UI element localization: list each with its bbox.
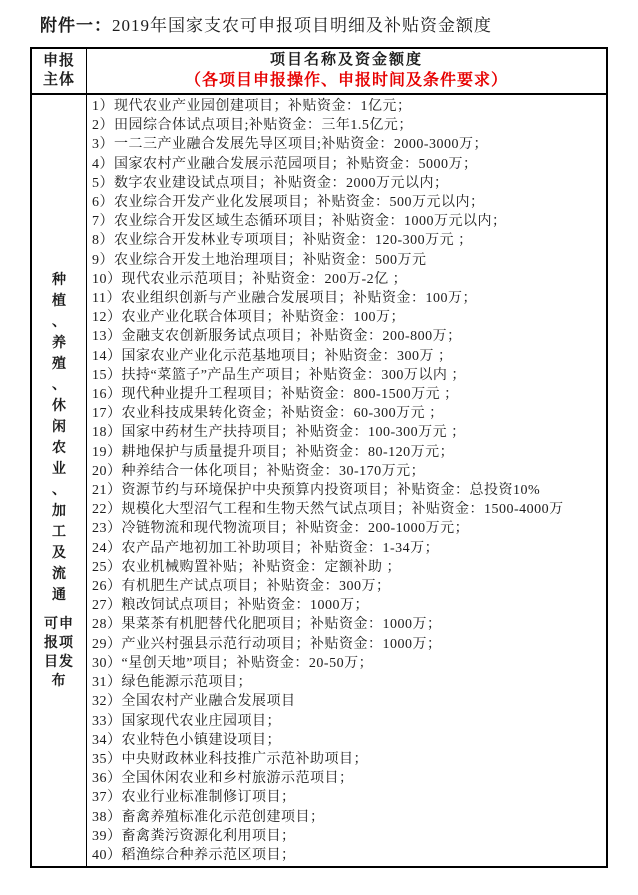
subject-char: 、 bbox=[52, 315, 66, 330]
project-item: 27）粮改饲试点项目；补贴资金：1000万； bbox=[92, 598, 369, 614]
project-item: 34）农业特色小镇建设项目； bbox=[92, 732, 281, 748]
subject-char: 闲 bbox=[52, 420, 66, 435]
document-title bbox=[40, 14, 492, 38]
project-item: 21）资源节约与环境保护中央预算内投资项目；补贴资金：总投资10% bbox=[92, 483, 541, 499]
project-item: 31）绿色能源示范项目； bbox=[92, 675, 252, 691]
project-item: 38）畜禽养殖标准化示范创建项目； bbox=[92, 809, 325, 825]
header-project-title: 项目名称及资金额度 bbox=[269, 52, 423, 68]
project-item: 20）种养结合一体化项目；补贴资金：30-170万元； bbox=[92, 463, 426, 479]
projects-table bbox=[30, 47, 608, 868]
project-list bbox=[87, 95, 606, 866]
project-item: 2）田园综合体试点项目;补贴资金：三年1.5亿元； bbox=[92, 118, 413, 134]
project-item: 28）果菜茶有机肥替代化肥项目；补贴资金：1000万； bbox=[92, 617, 442, 633]
subject-wrapped-line: 目发 bbox=[44, 655, 74, 670]
project-item: 23）冷链物流和现代物流项目；补贴资金：200-1000万元； bbox=[92, 521, 470, 537]
project-item: 35）中央财政林业科技推广示范补助项目； bbox=[92, 751, 368, 767]
subject-char: 养 bbox=[52, 336, 66, 351]
project-item: 22）规模化大型沼气工程和生物天然气试点项目；补贴资金：1500-4000万 bbox=[92, 502, 564, 518]
project-item: 3）一二三产业融合发展先导区项目;补贴资金：2000-3000万； bbox=[92, 137, 489, 153]
header-project-subtitle: （各项目申报操作、申报时间及条件要求） bbox=[184, 72, 508, 89]
subject-char: 流 bbox=[52, 567, 66, 582]
subject-char: 、 bbox=[52, 483, 66, 498]
subject-wrapped-line: 布 bbox=[51, 674, 67, 689]
project-item: 14）国家农业产业化示范基地项目；补贴资金：300万 ； bbox=[92, 348, 453, 364]
subject-char: 通 bbox=[52, 588, 66, 603]
header-subject-cell bbox=[32, 49, 87, 93]
project-item: 4）国家农村产业融合发展示范园项目；补贴资金：5000万； bbox=[92, 156, 478, 172]
project-item: 40）稻渔综合种养示范区项目； bbox=[92, 847, 296, 863]
subject-char: 植 bbox=[52, 294, 66, 309]
project-item: 30）“星创天地”项目；补贴资金：20-50万； bbox=[92, 655, 374, 671]
table-body-row bbox=[32, 95, 606, 866]
project-item: 11）农业组织创新与产业融合发展项目；补贴资金：100万； bbox=[92, 291, 477, 307]
subject-char: 殖 bbox=[52, 357, 66, 372]
project-item: 25）农业机械购置补贴；补贴资金：定额补助 ； bbox=[92, 559, 401, 575]
subject-char: 农 bbox=[52, 441, 66, 456]
project-item: 29）产业兴村强县示范行动项目；补贴资金：1000万； bbox=[92, 636, 442, 652]
subject-char: 及 bbox=[52, 546, 66, 561]
attachment-label: 附件一： bbox=[40, 16, 112, 35]
subject-vertical-text bbox=[52, 270, 66, 606]
subject-wrapped-line: 可申 bbox=[44, 617, 74, 632]
title-text: 2019年国家支农可申报项目明细及补贴资金额度 bbox=[112, 16, 492, 35]
project-item: 5）数字农业建设试点项目；补贴资金：2000万元以内； bbox=[92, 175, 449, 191]
project-item: 26）有机肥生产试点项目；补贴资金：300万； bbox=[92, 579, 391, 595]
subject-char: 业 bbox=[52, 462, 66, 477]
subject-char: 工 bbox=[52, 525, 66, 540]
project-item: 7）农业综合开发区域生态循环项目；补贴资金：1000万元以内； bbox=[92, 214, 507, 230]
header-subject-line2: 主体 bbox=[42, 72, 75, 88]
project-item: 9）农业综合开发土地治理项目；补贴资金：500万元 bbox=[92, 252, 427, 268]
project-item: 16）现代种业提升工程项目；补贴资金：800-1500万元 ； bbox=[92, 387, 459, 403]
project-item: 10）现代农业示范项目；补贴资金：200万-2亿 ； bbox=[92, 271, 408, 287]
project-item: 32）全国农村产业融合发展项目 bbox=[92, 694, 296, 710]
project-item: 39）畜禽粪污资源化利用项目； bbox=[92, 828, 296, 844]
project-item: 18）国家中药材生产扶持项目；补贴资金：100-300万元 ； bbox=[92, 425, 466, 441]
project-item: 19）耕地保护与质量提升项目；补贴资金：80-120万元； bbox=[92, 444, 455, 460]
header-subject-line1: 申报 bbox=[42, 53, 75, 69]
project-item: 1）现代农业产业园创建项目；补贴资金：1亿元； bbox=[92, 99, 412, 114]
project-item: 33）国家现代农业庄园项目； bbox=[92, 713, 281, 729]
subject-wrapped-text bbox=[44, 615, 74, 691]
subject-char: 加 bbox=[52, 504, 66, 519]
project-item: 17）农业科技成果转化资金；补贴资金：60-300万元 ； bbox=[92, 406, 444, 422]
project-item: 8）农业综合开发林业专项项目；补贴资金：120-300万元 ； bbox=[92, 233, 473, 249]
subject-char: 、 bbox=[52, 378, 66, 393]
subject-char: 种 bbox=[52, 273, 66, 288]
subject-char: 休 bbox=[52, 399, 66, 414]
project-item: 13）金融支农创新服务试点项目；补贴资金：200-800万； bbox=[92, 329, 462, 345]
subject-wrapped-line: 报项 bbox=[44, 636, 74, 651]
header-project-cell bbox=[87, 49, 606, 93]
project-item: 6）农业综合开发产业化发展项目；补贴资金：500万元以内； bbox=[92, 195, 485, 211]
project-item: 24）农产品产地初加工补助项目；补贴资金：1-34万； bbox=[92, 540, 440, 556]
project-item: 12）农业产业化联合体项目；补贴资金：100万； bbox=[92, 310, 405, 326]
subject-cell bbox=[32, 95, 87, 866]
project-item: 37）农业行业标准制修订项目； bbox=[92, 790, 296, 806]
project-item: 15）扶持“菜篮子”产品生产项目；补贴资金：300万以内 ； bbox=[92, 367, 466, 383]
project-item: 36）全国休闲农业和乡村旅游示范项目； bbox=[92, 771, 354, 787]
table-header-row bbox=[32, 49, 606, 95]
